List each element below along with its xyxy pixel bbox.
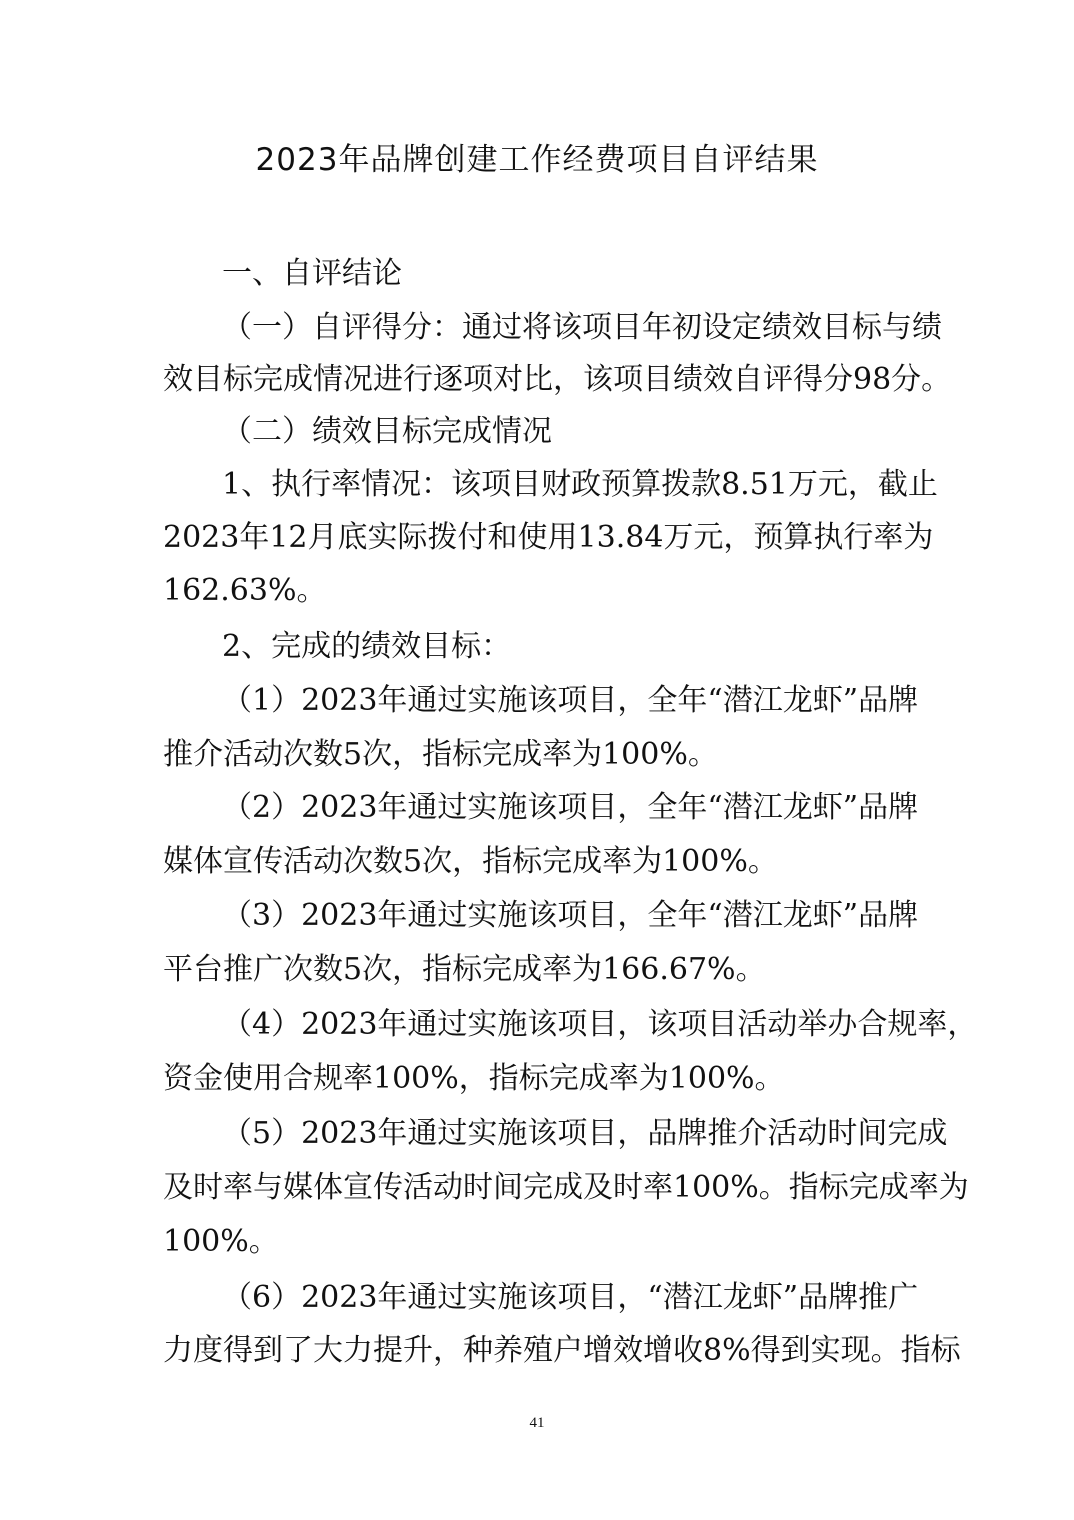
paragraph-line: （6）2023年通过实施该项目，“潜江龙虾”品牌推广 bbox=[222, 1280, 919, 1315]
paragraph-line: 资金使用合规率100%，指标完成率为100%。 bbox=[163, 1061, 785, 1096]
paragraph-line: 2023年12月底实际拨付和使用13.84万元，预算执行率为 bbox=[163, 520, 934, 555]
subsection-heading: 2、完成的绩效目标： bbox=[222, 629, 512, 664]
paragraph-line: （4）2023年通过实施该项目，该项目活动举办合规率， bbox=[222, 1007, 978, 1042]
paragraph-line: （2）2023年通过实施该项目，全年“潜江龙虾”品牌 bbox=[222, 790, 919, 825]
paragraph-line: 平台推广次数5次，指标完成率为166.67%。 bbox=[163, 952, 766, 987]
paragraph-line: 效目标完成情况进行逐项对比，该项目绩效自评得分98分。 bbox=[163, 362, 952, 397]
section-heading-conclusion: 一、自评结论 bbox=[222, 256, 402, 291]
paragraph-line: （一）自评得分：通过将该项目年初设定绩效目标与绩 bbox=[222, 310, 942, 345]
paragraph-line: 1、执行率情况：该项目财政预算拨款8.51万元，截止 bbox=[222, 467, 938, 502]
paragraph-line: （5）2023年通过实施该项目，品牌推介活动时间完成 bbox=[222, 1116, 948, 1151]
page-number: 41 bbox=[529, 1415, 545, 1431]
paragraph-line: 100%。 bbox=[163, 1224, 279, 1259]
subsection-heading: （二）绩效目标完成情况 bbox=[222, 414, 552, 449]
paragraph-line: 媒体宣传活动次数5次，指标完成率为100%。 bbox=[163, 844, 778, 879]
paragraph-line: 162.63%。 bbox=[163, 573, 327, 608]
paragraph-line: （1）2023年通过实施该项目，全年“潜江龙虾”品牌 bbox=[222, 683, 919, 718]
paragraph-line: （3）2023年通过实施该项目，全年“潜江龙虾”品牌 bbox=[222, 898, 919, 933]
paragraph-line: 力度得到了大力提升，种养殖户增效增收8%得到实现。指标 bbox=[163, 1333, 961, 1368]
document-title: 2023年品牌创建工作经费项目自评结果 bbox=[255, 142, 819, 178]
paragraph-line: 及时率与媒体宣传活动时间完成及时率100%。指标完成率为 bbox=[163, 1170, 969, 1205]
paragraph-line: 推介活动次数5次，指标完成率为100%。 bbox=[163, 737, 718, 772]
